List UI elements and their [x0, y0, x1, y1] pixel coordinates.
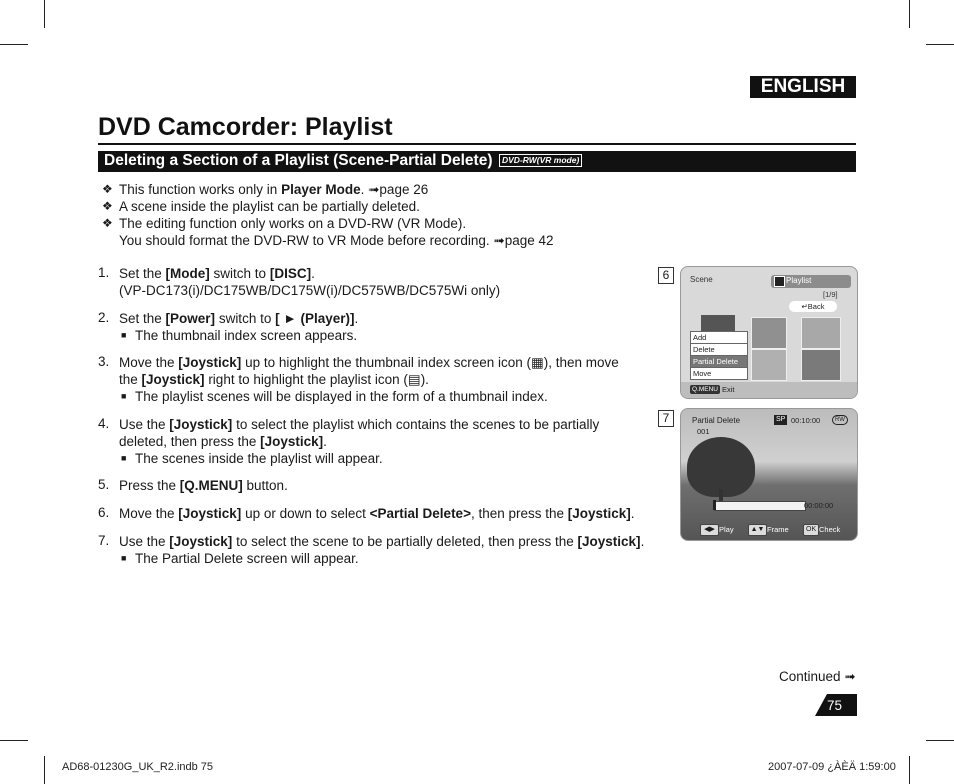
crop-mark [44, 0, 45, 28]
sp-mode-icon: SP [776, 416, 786, 423]
start-marker-icon [713, 500, 716, 510]
crop-mark [909, 756, 910, 784]
page-number-tab [815, 694, 857, 716]
crop-mark [0, 740, 28, 741]
step-number: 7. [98, 533, 110, 548]
square-bullet-icon: ■ [121, 391, 127, 401]
language-label: ENGLISH [750, 76, 856, 98]
playlist-tab [771, 275, 851, 288]
playlist-scene-screen [680, 266, 858, 399]
dvd-rw-vr-badge: DVD-RW(VR mode) [499, 154, 582, 167]
partial-delete-screen [680, 408, 858, 541]
step-number: 1. [98, 265, 110, 280]
crop-mark [44, 756, 45, 784]
crop-mark [0, 44, 28, 45]
step-5: Press the [Q.MENU] button. [119, 478, 288, 493]
thumbnail [751, 317, 787, 349]
note-3: The editing function only works on a DVD-RW (VR Mode). [119, 216, 467, 231]
crop-mark [926, 740, 954, 741]
menu-item-partial-delete[interactable]: Partial Delete [690, 356, 748, 368]
current-time: 00:00:00 [804, 501, 834, 510]
title-rule [98, 143, 856, 145]
step-4: Use the [Joystick] to select the playlist which contains the scenes to be partially [119, 417, 600, 432]
continued-label: Continued ➟ [779, 669, 856, 684]
page-title: DVD Camcorder: Playlist [98, 113, 393, 141]
step-3: Move the [Joystick] up to highlight the thumbnail index screen icon (▦), then move [119, 355, 619, 370]
scene-number: 001 [697, 427, 710, 436]
bottom-bar [681, 382, 857, 398]
crop-mark [926, 44, 954, 45]
diamond-bullet-icon: ❖ [102, 216, 113, 230]
step-1: Set the [Mode] switch to [DISC]. [119, 266, 315, 281]
crop-mark [909, 0, 910, 28]
step-7-sub: The Partial Delete screen will appear. [135, 551, 359, 566]
back-button[interactable]: ↵Back [789, 301, 837, 312]
step-4-line-2: deleted, then press the [Joystick]. [119, 434, 327, 449]
diamond-bullet-icon: ❖ [102, 199, 113, 213]
step-1-models: (VP-DC173(i)/DC175WB/DC175W(i)/DC575WB/DC575Wi only) [119, 283, 501, 298]
play-label: Play [719, 525, 734, 534]
back-arrow-icon: ↵ [801, 302, 808, 311]
playlist-icon: ▤ [407, 372, 421, 387]
scene-label: Scene [690, 275, 713, 284]
thumbnail [801, 349, 841, 381]
note-1: This function works only in Player Mode. ➟page 26 [119, 182, 429, 197]
menu-item-delete[interactable]: Delete [690, 344, 748, 356]
step-number: 4. [98, 416, 110, 431]
thumbnail-index-icon: ▦ [531, 355, 544, 370]
figure-number-6: 6 [658, 267, 674, 284]
figure-number-7: 7 [658, 410, 674, 427]
square-bullet-icon: ■ [121, 553, 127, 563]
step-3-line-2: the [Joystick] right to highlight the playlist icon (▤). [119, 372, 429, 387]
step-4-sub: The scenes inside the playlist will appear. [135, 451, 383, 466]
playlist-tab-label: Playlist [786, 276, 812, 285]
section-header [98, 151, 856, 172]
note-3-line-2: You should format the DVD-RW to VR Mode before recording. ➟page 42 [119, 233, 554, 248]
qmenu-key[interactable]: Q.MENU [692, 386, 718, 393]
rw-disc-icon: RW [832, 415, 848, 425]
square-bullet-icon: ■ [121, 330, 127, 340]
section-title: Deleting a Section of a Playlist (Scene-Partial Delete) [104, 152, 493, 169]
step-3-sub: The playlist scenes will be displayed in the form of a thumbnail index. [135, 389, 548, 404]
menu-item-add[interactable]: Add [690, 331, 748, 344]
tree-image [687, 437, 755, 497]
step-2-sub: The thumbnail index screen appears. [135, 328, 358, 343]
step-6: Move the [Joystick] up or down to select <Partial Delete>, then press the [Joystick]. [119, 506, 635, 521]
menu-item-move[interactable]: Move [690, 368, 748, 380]
playlist-tab-icon [774, 276, 785, 287]
page-number: 75 [827, 698, 843, 713]
frame-key-icon[interactable]: ▲▼ [748, 524, 767, 536]
quick-menu [690, 331, 748, 380]
frame-label: Frame [767, 525, 789, 534]
step-number: 6. [98, 505, 110, 520]
ok-key[interactable]: OK [803, 524, 819, 536]
screen-title: Partial Delete [692, 416, 741, 425]
play-key-icon[interactable]: ◀▶ [700, 524, 719, 536]
step-number: 3. [98, 354, 110, 369]
footer-file: AD68-01230G_UK_R2.indb 75 [62, 761, 214, 773]
square-bullet-icon: ■ [121, 453, 127, 463]
step-2: Set the [Power] switch to [ ► (Player)]. [119, 311, 359, 326]
step-7: Use the [Joystick] to select the scene to be partially deleted, then press the [Joystick]. [119, 534, 645, 549]
step-number: 5. [98, 477, 110, 492]
control-bar [681, 521, 857, 540]
thumbnail [801, 317, 841, 349]
page-counter: [1/9] [823, 290, 838, 299]
check-label: Check [819, 525, 841, 534]
note-2: A scene inside the playlist can be partially deleted. [119, 199, 420, 214]
total-time: 00:10:00 [791, 416, 821, 425]
footer-date: 2007-07-09 ¿ÀÈÄ 1:59:00 [768, 761, 896, 773]
exit-label: Exit [722, 385, 735, 394]
diamond-bullet-icon: ❖ [102, 182, 113, 196]
step-number: 2. [98, 310, 110, 325]
progress-bar[interactable] [714, 501, 806, 511]
thumbnail [751, 349, 787, 381]
